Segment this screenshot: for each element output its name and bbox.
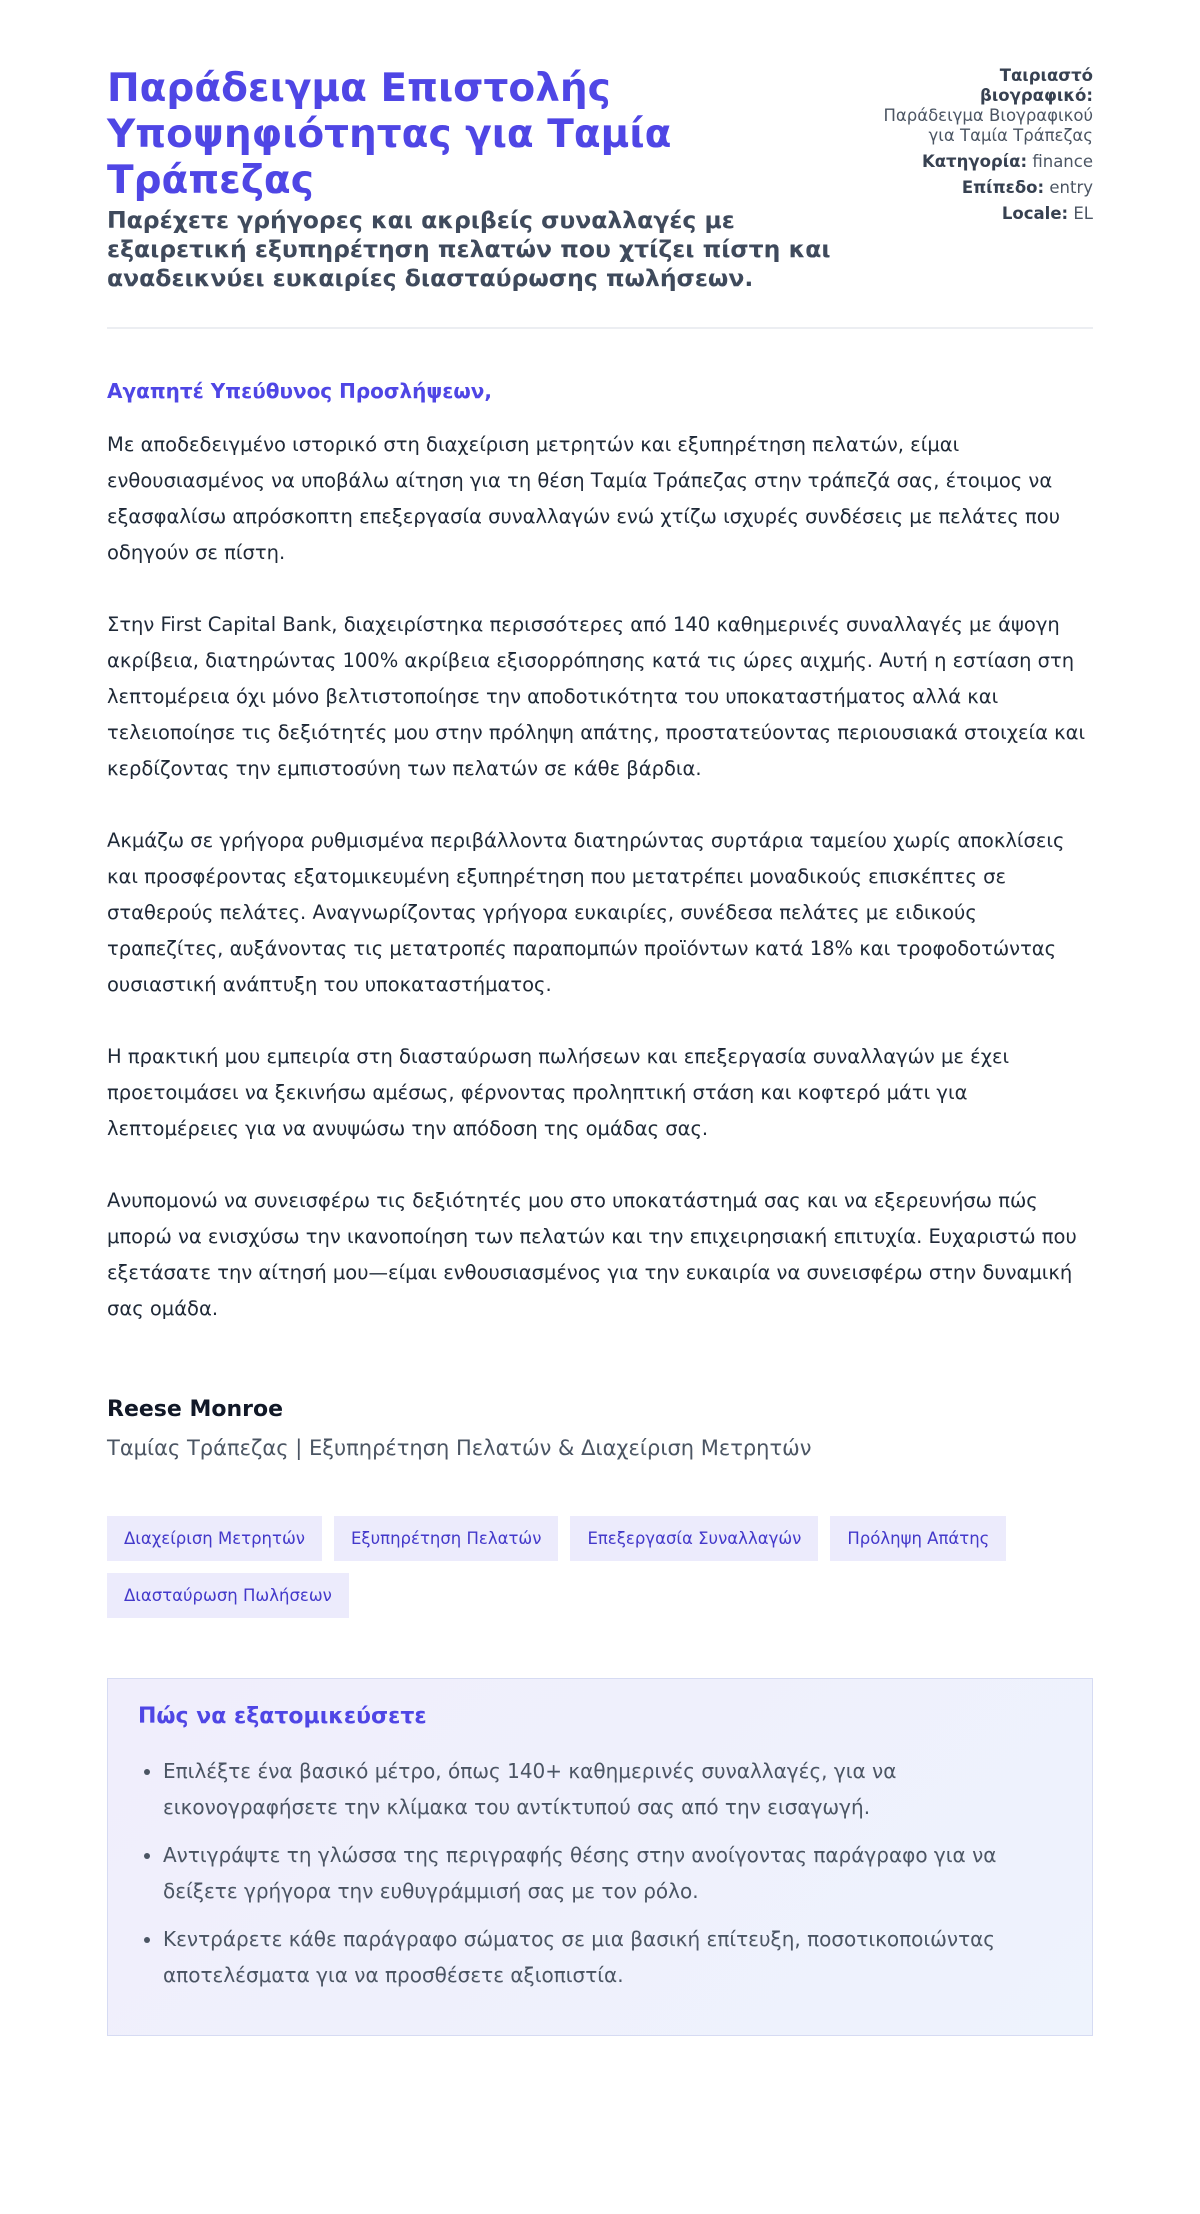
skill-tag: Επεξεργασία Συναλλαγών xyxy=(570,1516,818,1561)
tip-item: • Επιλέξτε ένα βασικό μέτρο, όπως 140+ καθημερινές συναλλαγές, για να εικονογραφήσετε την κλίμακα του αντίκτυπού σας από την εισαγωγή. xyxy=(163,1753,1062,1825)
meta-level-value: entry xyxy=(1049,178,1093,197)
letter-paragraph: Ακμάζω σε γρήγορα ρυθμισμένα περιβάλλοντα διατηρώντας συρτάρια ταμείου χωρίς αποκλίσεις και προσφέροντας εξατομικευμένη εξυπηρέτηση που μετατρέπει μοναδικούς επισκέπτες σε σταθερούς πελάτες. Αναγνωρίζοντας γρήγορα ευκαιρίες, συνέδεσα πελάτες με ειδικούς τραπεζίτες, αυξάνοντας τις μετατροπές παραπομπών προϊόντων κατά 18% και τροφοδοτώντας ουσιαστική ανάπτυξη του υποκαταστήματος. xyxy=(107,829,1065,996)
skill-tags xyxy=(107,1516,1067,1618)
skill-tag: Διαχείριση Μετρητών xyxy=(107,1516,322,1561)
page-subtitle: Παρέχετε γρήγορες και ακριβείς συναλλαγές με εξαιρετική εξυπηρέτηση πελατών που χτίζει πίστη και αναδεικνύει ευκαιρίες διασταύρωσης πωλήσεων. xyxy=(107,206,831,292)
customization-tips xyxy=(107,1678,1093,2036)
letter-greeting: Αγαπητέ Υπεύθυνος Προσλήψεων, xyxy=(107,379,493,403)
letter-paragraph: Στην First Capital Bank, διαχειρίστηκα περισσότερες από 140 καθημερινές συναλλαγές με άψογη ακρίβεια, διατηρώντας 100% ακρίβεια εξισορρόπησης κατά τις ώρες αιχμής. Αυτή η εστίαση στη λεπτομέρεια όχι μόνο βελτιστοποίησε την αποδοτικότητα του υποκαταστήματος αλλά και τελειοποίησε τις δεξιότητές μου στην πρόληψη απάτης, προστατεύοντας περιουσιακά στοιχεία και κερδίζοντας την εμπιστοσύνη των πελατών σε κάθε βάρδια. xyxy=(107,613,1086,780)
tips-heading: Πώς να εξατομικεύσετε xyxy=(138,1704,427,1729)
header xyxy=(107,66,1093,293)
letter-paragraph: Με αποδεδειγμένο ιστορικό στη διαχείριση μετρητών και εξυπηρέτηση πελατών, είμαι ενθουσιασμένος να υποβάλω αίτηση για τη θέση Ταμία Τράπεζας στην τράπεζά σας, έτοιμος να εξασφαλίσω απρόσκοπτη επεξεργασία συναλλαγών ενώ χτίζω ισχυρές συνδέσεις με πελάτες που οδηγούν σε πίστη. xyxy=(107,433,1060,564)
meta-category-value: finance xyxy=(1032,152,1093,171)
signature-title: Ταμίας Τράπεζας | Εξυπηρέτηση Πελατών & Διαχείριση Μετρητών xyxy=(107,1436,812,1460)
header-text xyxy=(107,66,847,293)
meta-panel xyxy=(883,66,1093,230)
letter-paragraph: Ανυπομονώ να συνεισφέρω τις δεξιότητές μου στο υποκατάστημά σας και να εξερευνήσω πώς μπορώ να ενισχύσω την ικανοποίηση των πελατών και την επιχειρησιακή επιτυχία. Ευχαριστώ που εξετάσατε την αίτησή μου—είμαι ενθουσιασμένος για την ευκαιρία να συνεισφέρω στην δυναμική σας ομάδα. xyxy=(107,1189,1077,1320)
meta-locale xyxy=(883,204,1093,224)
meta-level-label: Επίπεδο: xyxy=(961,178,1045,197)
divider xyxy=(107,327,1093,329)
signature-name: Reese Monroe xyxy=(107,1397,284,1422)
letter-paragraph: Η πρακτική μου εμπειρία στη διασταύρωση πωλήσεων και επεξεργασία συναλλαγών με έχει προετοιμάσει να ξεκινήσω αμέσως, φέρνοντας προληπτική στάση και κοφτερό μάτι για λεπτομέρειες για να ανυψώσω την απόδοση της ομάδας σας. xyxy=(107,1045,1010,1140)
meta-locale-label: Locale: xyxy=(1001,204,1069,223)
page-title: Παράδειγμα Επιστολής Υποψηφιότητας για Ταμία Τράπεζας xyxy=(107,66,672,203)
meta-resume-label: Ταιριαστό βιογραφικό: xyxy=(980,66,1093,105)
meta-category-label: Κατηγορία: xyxy=(921,152,1028,171)
tips-list xyxy=(138,1753,1062,1993)
meta-resume xyxy=(883,66,1093,146)
skill-tag: Πρόληψη Απάτης xyxy=(830,1516,1006,1561)
meta-locale-value: EL xyxy=(1073,204,1093,223)
tip-item: • Αντιγράψτε τη γλώσσα της περιγραφής θέσης στην ανοίγοντας παράγραφο για να δείξετε γρήγορα την ευθυγράμμισή σας με τον ρόλο. xyxy=(163,1837,1062,1909)
meta-category xyxy=(883,152,1093,172)
skill-tag: Διασταύρωση Πωλήσεων xyxy=(107,1573,349,1618)
meta-resume-value: Παράδειγμα Βιογραφικού για Ταμία Τράπεζας xyxy=(883,106,1093,145)
skill-tag: Εξυπηρέτηση Πελατών xyxy=(334,1516,558,1561)
meta-level xyxy=(883,178,1093,198)
tip-item: • Κεντράρετε κάθε παράγραφο σώματος σε μια βασική επίτευξη, ποσοτικοποιώντας αποτελέσματα για να προσθέσετε αξιοπιστία. xyxy=(163,1921,1062,1993)
